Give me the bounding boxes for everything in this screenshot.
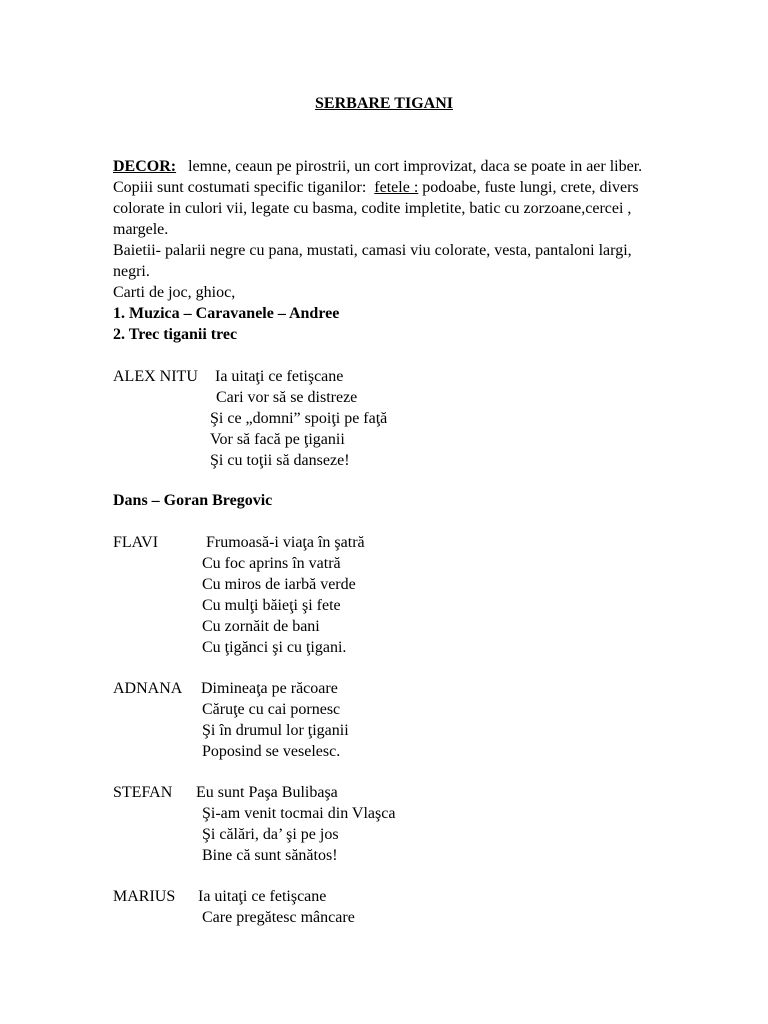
speaker-flavi: FLAVI: [113, 534, 159, 551]
verse-line: Cari vor să se distreze: [216, 389, 358, 406]
decor-text: lemne, ceaun pe pirostrii, un cort improvizat, daca se poate in aer liber. Copiii sunt costumati specific tiganilor:: [113, 158, 643, 196]
verse-line: Cu zornăit de bani: [202, 618, 320, 635]
verse-line: Eu sunt Paşa Bulibaşa: [196, 784, 338, 801]
document-title: SERBARE TIGANI: [315, 95, 453, 112]
verse-line: Cu miros de iarbă verde: [202, 576, 356, 593]
verse-line: Cu foc aprins în vatră: [202, 555, 341, 572]
program-item-1: 1. Muzica – Caravanele – Andree: [113, 305, 340, 322]
verse-line: Cu mulţi băieţi şi fete: [202, 597, 341, 614]
verse-line: Şi-am venit tocmai din Vlaşca: [202, 805, 396, 822]
speaker-adnana: ADNANA: [113, 680, 183, 697]
verse-line: Şi călări, da’ şi pe jos: [202, 826, 339, 843]
verse-line: Şi cu toţii să danseze!: [210, 452, 350, 469]
verse-line: Bine că sunt sănătos!: [202, 847, 338, 864]
speaker-marius: MARIUS: [113, 888, 176, 905]
girls-label: fetele :: [374, 179, 419, 196]
verse-line: Căruţe cu cai pornesc: [202, 701, 341, 718]
decor-label: DECOR:: [113, 158, 177, 175]
props-paragraph: Carti de joc, ghioc,: [113, 284, 236, 301]
verse-line: Frumoasă-i viaţa în şatră: [206, 534, 365, 551]
verse-line: Vor să facă pe ţiganii: [210, 431, 345, 448]
girls-text: podoabe, fuste lungi, crete, divers colorate in culori vii, legate cu basma, codite impletite, batic cu zorzoane,cercei , margele.: [113, 179, 639, 238]
dance-heading: Dans – Goran Bregovic: [113, 492, 273, 509]
verse-line: Ia uitaţi ce fetişcane: [198, 888, 327, 905]
verse-line: Ia uitaţi ce fetişcane: [215, 368, 344, 385]
verse-line: Dimineaţa pe răcoare: [201, 680, 338, 697]
program-item-2: 2. Trec tiganii trec: [113, 326, 238, 343]
boys-paragraph: Baietii- palarii negre cu pana, mustati, camasi viu colorate, vesta, pantaloni largi, negri.: [113, 242, 632, 280]
verse-line: Care pregătesc mâncare: [202, 909, 355, 926]
verse-line: Şi în drumul lor ţiganii: [202, 722, 349, 739]
speaker-alex: ALEX NITU: [113, 368, 198, 385]
verse-line: Poposind se veselesc.: [202, 743, 341, 760]
speaker-stefan: STEFAN: [113, 784, 173, 801]
decor-paragraph: [113, 156, 658, 240]
verse-line: Şi ce „domni” spoiţi pe faţă: [210, 410, 388, 427]
intro-section: [113, 156, 658, 345]
verse-line: Cu ţigănci şi cu ţigani.: [202, 639, 347, 656]
